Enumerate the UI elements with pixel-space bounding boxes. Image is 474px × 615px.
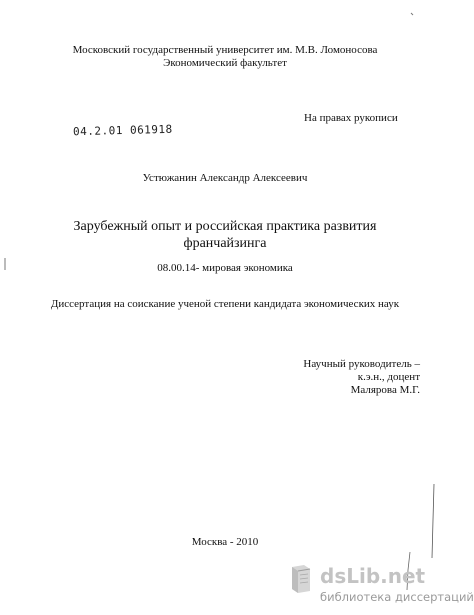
advisor-degree: к.э.н., доцент xyxy=(357,371,420,383)
registration-stamp: 04.2.01 061918 xyxy=(72,122,173,139)
watermark-site-name: dsLib.net xyxy=(320,564,426,588)
book-logo-icon xyxy=(288,564,314,594)
faculty-name: Экономический факультет xyxy=(163,57,287,69)
author-name: Устюжанин Александр Алексеевич xyxy=(142,172,308,184)
scan-speck xyxy=(411,13,413,15)
advisor-role: Научный руководитель – xyxy=(303,358,420,370)
advisor-name: Малярова М.Г. xyxy=(350,384,420,396)
dissertation-title-line-2: франчайзинга xyxy=(183,236,267,251)
degree-statement: Диссертация на соискание ученой степени кандидата экономических наук xyxy=(50,298,400,310)
dslib-watermark xyxy=(284,562,474,615)
watermark-subtitle: библиотека диссертаций xyxy=(320,590,474,604)
city-year: Москва - 2010 xyxy=(191,536,259,548)
dissertation-title-line-1: Зарубежный опыт и российская практика развития xyxy=(73,219,377,234)
rights-note: На правах рукописи xyxy=(304,112,398,124)
university-name: Московский государственный университет им. М.В. Ломоносова xyxy=(72,44,378,56)
specialty-code: 08.00.14- мировая экономика xyxy=(157,262,293,274)
pen-stroke xyxy=(432,484,434,558)
